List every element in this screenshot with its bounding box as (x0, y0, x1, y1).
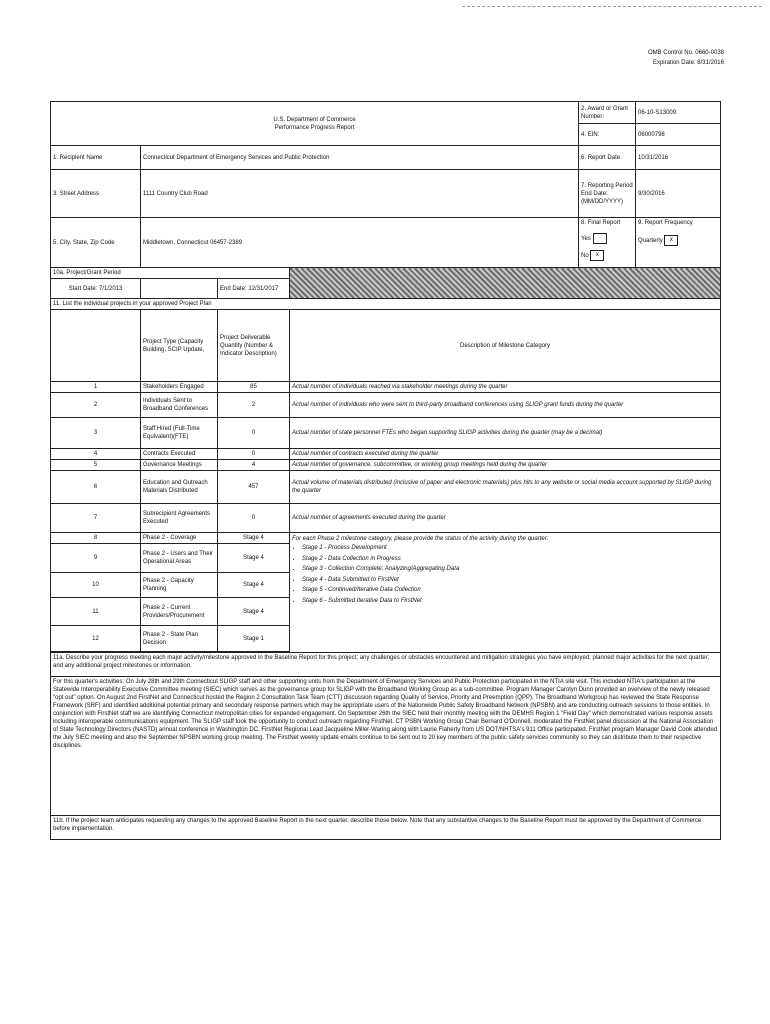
city-state-zip-label: 5. City, State, Zip Code (51, 218, 141, 268)
project-type: Phase 2 - Current Providers/Procurement (141, 598, 218, 626)
ein-value: 06000798 (636, 124, 721, 146)
deliverable-quantity: 2 (218, 393, 290, 418)
shaded-block (290, 268, 721, 299)
row-number: 1 (51, 382, 141, 393)
milestone-description: Actual number of individuals reached via stakeholder meetings during the quarter (290, 382, 721, 393)
deliverable-quantity: 0 (218, 418, 290, 449)
award-number-label: 2. Award or Grant Number: (579, 102, 636, 124)
project-row (51, 471, 721, 504)
project-type: Education and Outreach Materials Distributed (141, 471, 218, 504)
deliverable-quantity-header: Project Deliverable Quantity (Number & Indicator Description) (218, 310, 290, 382)
projects-heading: 11. List the individual projects in your approved Project Plan (51, 299, 721, 310)
section-11a-body: For this quarter's activities: On July 28th and 29th Connecticut SLIGP staff and other supporting units from the Department of Emergency Services and Public Protection participated in the NTIA site visit. This included NTIA's participation at the Statewide Interoperability Executive Committee meeting (SIEC) which serves as the governance group for SLIGP with the Broadband Working Group as a sub-committee. Program Manager Carolyn Dunn provided an overview of the newly released "opt out" option. On August 2nd FirstNet and Connecticut hosted the Region 2 Consultation Task Team (CTT) discussion regarding Quality of Service, Priority and Preemption (QPP). The Broadband Workgroup has reviewed the State Response Framework (SRF) and identified additional potential primary and secondary response partners which may be appropriate users of the Nationwide Public Safety Broadband Network (NPSBN) and are conducting outreach sessions to those entities. In conjunction with FirstNet staff we are identifying Connecticut metropolitan cities for expanded engagement. On September 26th the SIEC held their monthly meeting with the DEMHS Region 1 "Field Day" which demonstrated various response assets including interoperable communications equipment. The SLIGP staff took the opportunity to conduct outreach regarding FirstNet. CT PSBN Working Group Chair Bernard O'Donnell, moderated the FirstNet panel discussion at the National Association of State Technology Directors (NASTD) annual conference in Washington DC. FirstNet Regional Lead Jacqueline Miller-Waring along with Laurie Flaherty from US DOT/NHTSA's 911 Office participated. FirstNet program Manager David Cook attended the July SIEC meeting and also the September NPSBN working group meeting. The FirstNet weekly update emails continue to be sent out to 20 key members of the public safety services community so they can distribute them to their respective disciplines. (51, 677, 721, 816)
stage-item: • Stage 4 - Data Submitted to FirstNet (302, 575, 718, 586)
project-type: Stakeholders Engaged (141, 382, 218, 393)
report-frequency-value: Quarterly (638, 238, 663, 245)
omb-control-number: OMB Control No. 0660-0038 (647, 50, 724, 56)
project-type: Phase 2 - Capacity Planning (141, 573, 218, 598)
row-number: 12 (51, 626, 141, 652)
project-type: Phase 2 - State Plan Decision (141, 626, 218, 652)
row-number: 8 (51, 533, 141, 544)
city-state-zip-value: Middletown, Connecticut 06457-2389 (141, 218, 579, 268)
project-row (51, 393, 721, 418)
blank-cell (51, 310, 141, 382)
row-number: 10 (51, 573, 141, 598)
project-type: Governance Meetings (141, 460, 218, 471)
blank-cell (141, 279, 218, 299)
deliverable-quantity: 457 (218, 471, 290, 504)
report-date-value: 10/31/2016 (636, 146, 721, 170)
section-11a-heading: 11a. Describe your progress meeting each major activity/milestone approved in the Baseline Report for this project; any challenges or obstacles encountered and mitigation strategies you have employed; planned major activities for the next quarter; and any additional project milestones or information. (51, 653, 721, 677)
milestone-description: Actual number of governance, subcommittee, or working group meetings held during the quarter (290, 460, 721, 471)
milestone-description: Actual volume of materials distributed (inclusive of paper and electronic materials) plus hits to any website or social media account supported by SLIGP during the quarter (290, 471, 721, 504)
performance-progress-report-form (50, 101, 721, 840)
stage-item: • Stage 6 - Submitted Iterative Data to FirstNet (302, 596, 718, 607)
project-row (51, 382, 721, 393)
project-type: Subrecipient Agreements Executed (141, 504, 218, 533)
recipient-name-label: 1. Recipient Name (51, 146, 141, 170)
final-report-no-label: No (581, 253, 589, 260)
omb-info (648, 48, 724, 68)
milestone-description: Actual number of individuals who were sent to third-party broadband conferences using SLIGP grant funds during the quarter (290, 393, 721, 418)
project-row (51, 449, 721, 460)
row-number: 6 (51, 471, 141, 504)
final-report-yes-label: Yes (581, 236, 591, 243)
report-title: Performance Progress Report (274, 124, 355, 131)
end-date: End Date: 12/31/2017 (218, 279, 290, 299)
row-number: 4 (51, 449, 141, 460)
project-type-header: Project Type (Capacity Building, SCIP Update, (141, 310, 218, 382)
row-number: 11 (51, 598, 141, 626)
phase-stage: Stage 4 (218, 533, 290, 544)
scan-edge-mark (462, 6, 762, 8)
row-number: 3 (51, 418, 141, 449)
row-number: 7 (51, 504, 141, 533)
omb-expiration-date: Expiration Date: 8/31/2016 (652, 60, 724, 66)
milestone-description: Actual number of agreements executed during the quarter (290, 504, 721, 533)
stage-item: • Stage 5 - Continued/Iterative Data Collection (302, 585, 718, 596)
project-row (51, 504, 721, 533)
reporting-period-label: 7. Reporting Period End Date: (MM/DD/YYYY) (579, 170, 636, 218)
project-period-heading: 10a. Project/Grant Period (51, 268, 290, 279)
final-report-cell (579, 218, 636, 268)
stage-list (292, 543, 718, 606)
stage-item: • Stage 1 - Process Development (302, 543, 718, 554)
recipient-name-value: Connecticut Department of Emergency Services and Public Protection (141, 146, 579, 170)
project-type: Phase 2 - Coverage (141, 533, 218, 544)
deliverable-quantity: 0 (218, 504, 290, 533)
row-number: 9 (51, 544, 141, 573)
reporting-period-value: 9/30/2016 (636, 170, 721, 218)
row-number: 5 (51, 460, 141, 471)
street-address-label: 3. Street Address (51, 170, 141, 218)
phase-stage: Stage 1 (218, 626, 290, 652)
project-type: Phase 2 - Users and Their Operational Areas (141, 544, 218, 573)
deliverable-quantity: 0 (218, 449, 290, 460)
final-report-no-checkbox: x (590, 250, 604, 261)
phase2-stage-legend (290, 533, 721, 653)
phase2-intro: For each Phase 2 milestone category, please provide the status of the activity during the quarter: (292, 536, 549, 542)
milestone-description-header: Description of Milestone Category (290, 310, 721, 382)
street-address-value: 1111 Country Club Road (141, 170, 579, 218)
report-frequency-label: 9. Report Frequency (638, 220, 693, 226)
award-number-value: 06-10-S13009 (636, 102, 721, 124)
report-header-cell (51, 102, 579, 146)
stage-item: • Stage 3 - Collection Complete; Analyzing/Aggregating Data (302, 564, 718, 575)
department-name: U.S. Department of Commerce (273, 116, 356, 123)
phase-stage: Stage 4 (218, 598, 290, 626)
project-row (51, 418, 721, 449)
deliverable-quantity: 4 (218, 460, 290, 471)
stage-item: • Stage 2 - Data Collection in Progress (302, 554, 718, 565)
project-type: Individuals Sent to Broadband Conferences (141, 393, 218, 418)
phase-stage: Stage 4 (218, 544, 290, 573)
section-11b-heading: 11b. If the project team anticipates requesting any changes to the approved Baseline Report in the next quarter, describe those below. Note that any substantive changes to the Baseline Report must be approved by the Department of Commerce before implementation. (51, 816, 721, 840)
row-number: 2 (51, 393, 141, 418)
ein-label: 4. EIN: (579, 124, 636, 146)
milestone-description: Actual number of contracts executed during the quarter (290, 449, 721, 460)
milestone-description: Actual number of state personnel FTEs who began supporting SLIGP activities during the quarter (may be a decimal) (290, 418, 721, 449)
report-frequency-cell (636, 218, 721, 268)
report-date-label: 6. Report Date (579, 146, 636, 170)
final-report-yes-checkbox (593, 233, 607, 244)
deliverable-quantity: 85 (218, 382, 290, 393)
report-frequency-checkbox: x (664, 235, 678, 246)
start-date: Start Date: 7/1/2013 (51, 279, 141, 299)
phase2-row (51, 533, 721, 544)
project-row (51, 460, 721, 471)
project-type: Staff Hired (Full-Time Equivalent)(FTE) (141, 418, 218, 449)
phase-stage: Stage 4 (218, 573, 290, 598)
final-report-label: 8. Final Report (581, 220, 621, 226)
project-type: Contracts Executed (141, 449, 218, 460)
